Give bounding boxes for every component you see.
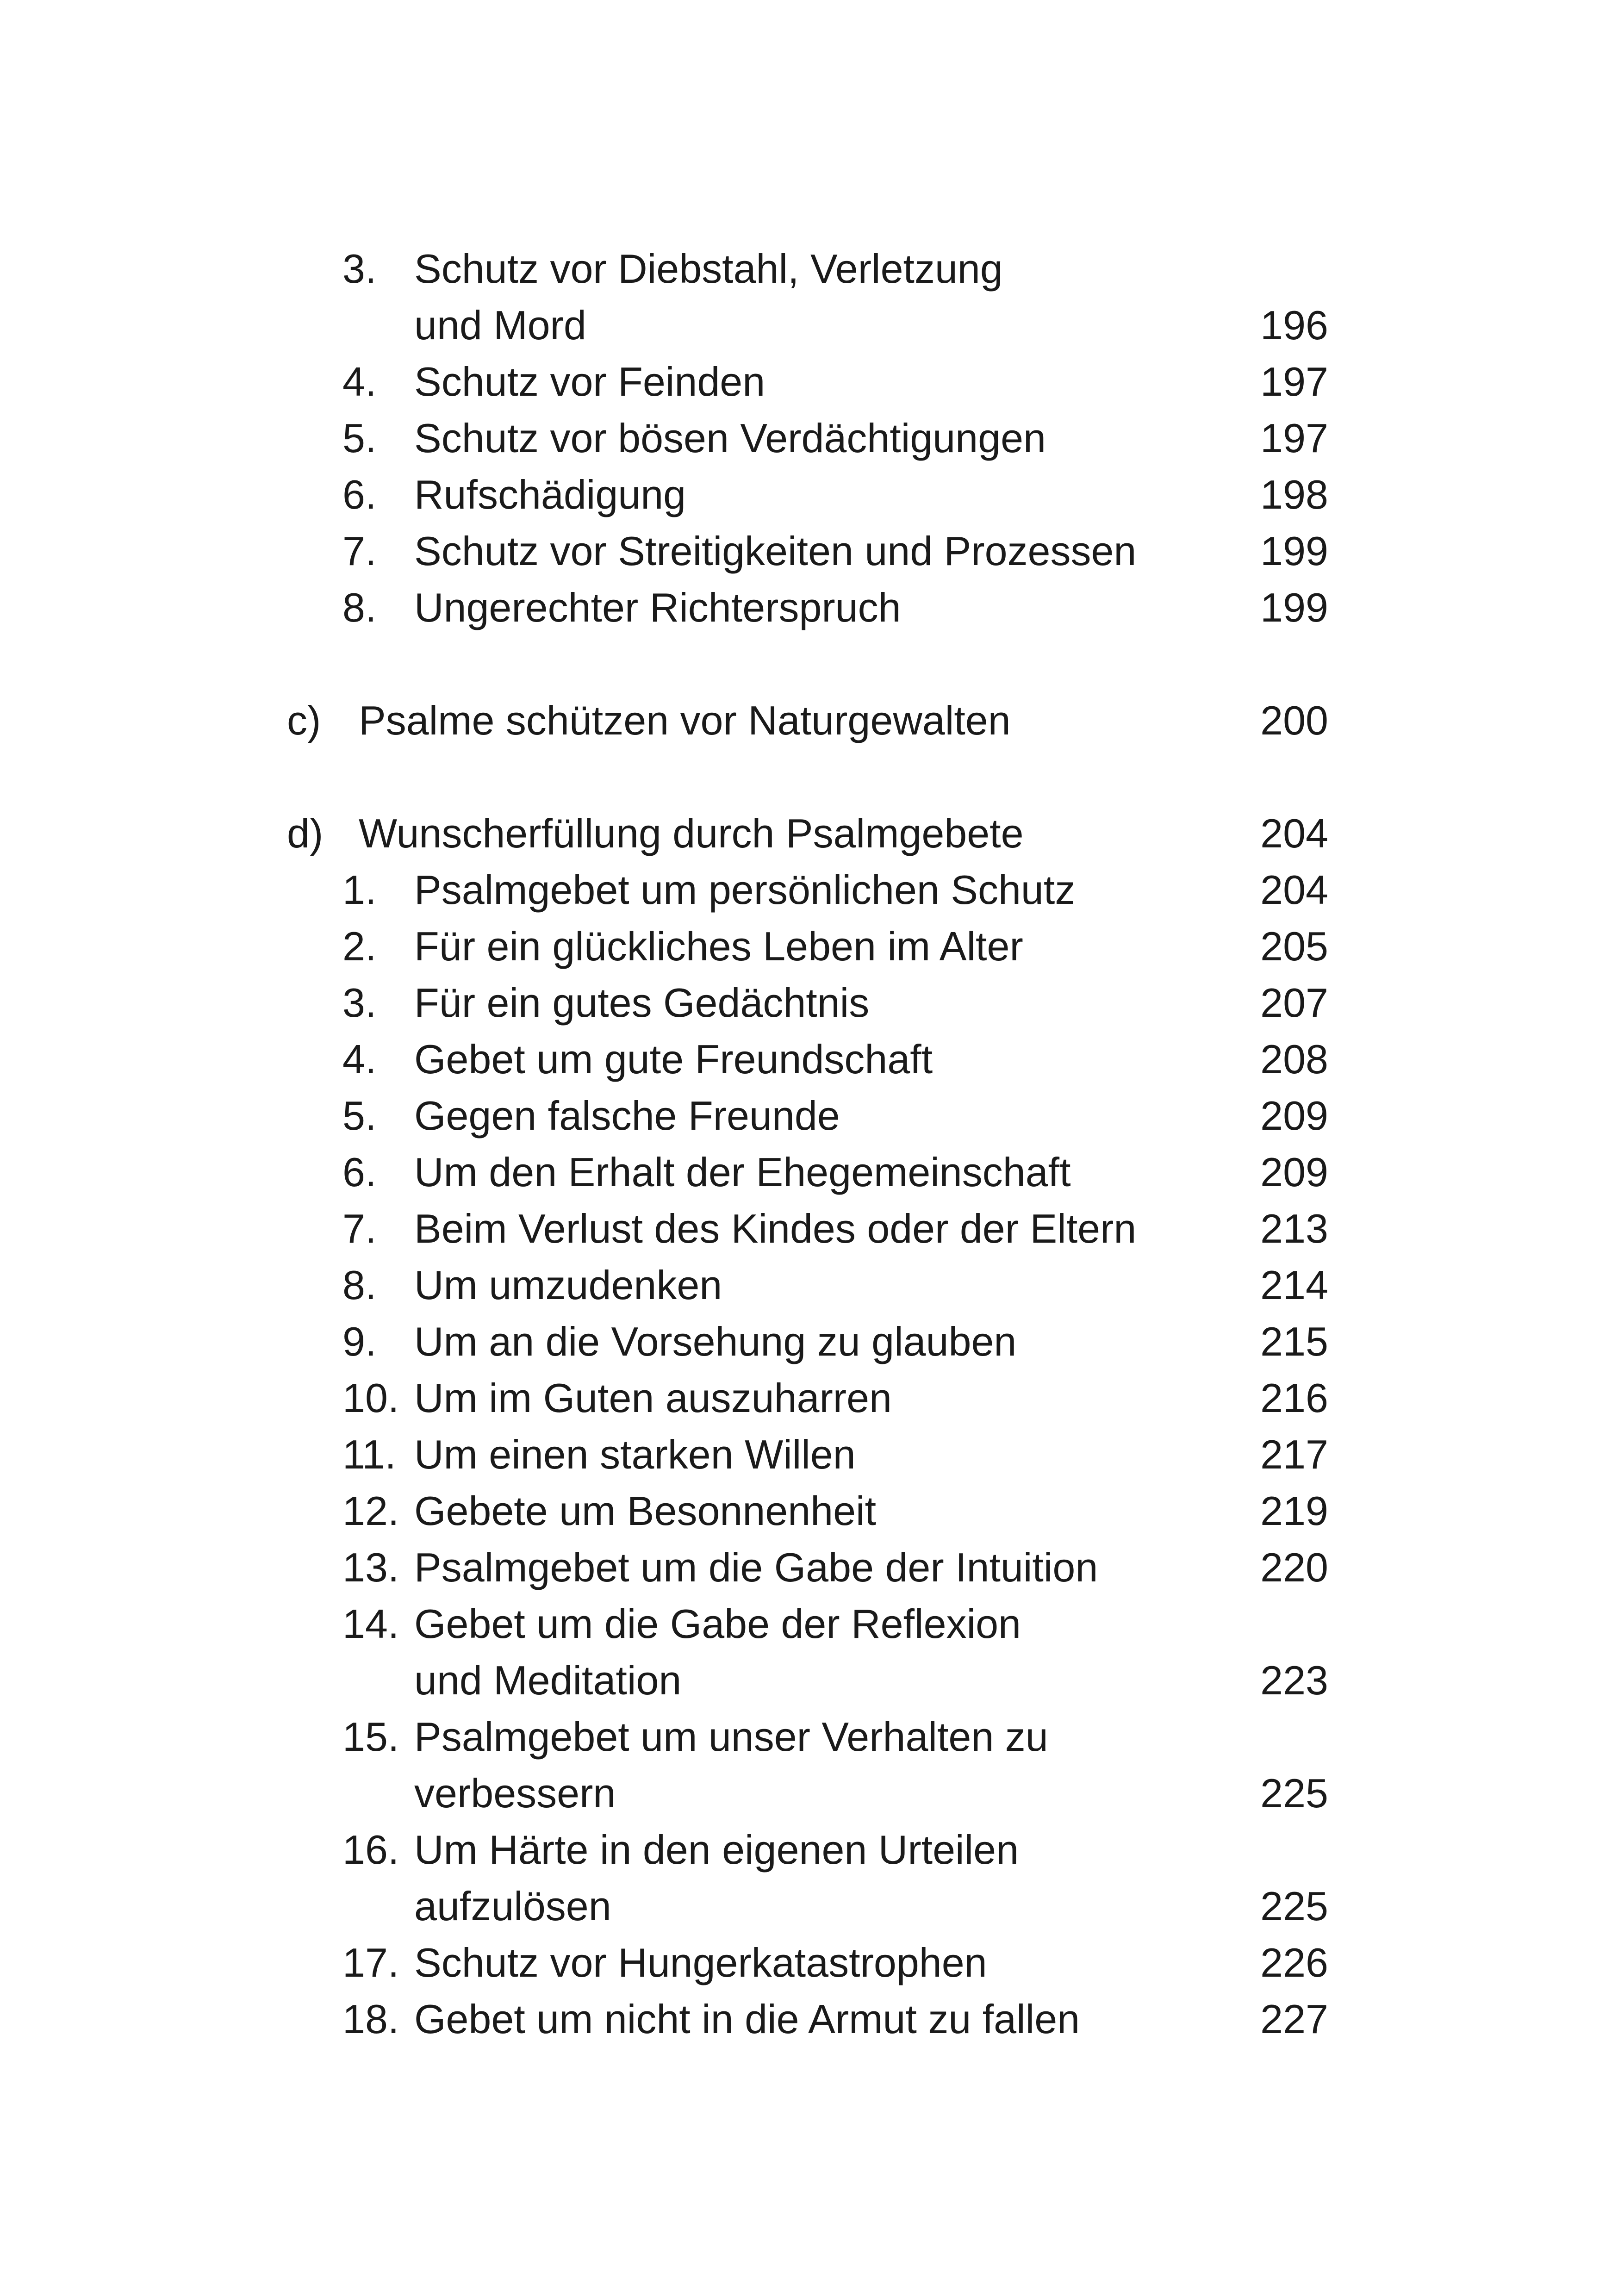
entry-number: 18. — [342, 1996, 399, 2042]
section-letter: c) — [287, 697, 321, 743]
toc-entry-14 — [287, 1596, 1328, 1652]
entry-number: 6. — [342, 472, 377, 517]
entry-title: Schutz vor Feinden — [414, 359, 765, 404]
entry-title: verbessern — [414, 1770, 616, 1816]
entry-number: 7. — [342, 528, 377, 574]
toc-section-c — [287, 692, 1328, 749]
entry-title: Um an die Vorsehung zu glauben — [414, 1319, 1017, 1364]
entry-number: 3. — [342, 246, 377, 292]
entry-title: Ungerechter Richterspruch — [414, 585, 901, 630]
toc-entry-17 — [287, 1935, 1328, 1991]
entry-number: 5. — [342, 1093, 377, 1139]
entry-title: Gebet um nicht in die Armut zu fallen — [414, 1996, 1080, 2042]
entry-page-number: 200 — [1260, 697, 1328, 743]
toc-entry-8 — [287, 579, 1328, 636]
entry-number: 8. — [342, 1262, 377, 1308]
toc-entry-12 — [287, 1483, 1328, 1539]
entry-title: Beim Verlust des Kindes oder der Eltern — [414, 1206, 1137, 1251]
entry-title: Psalmgebet um die Gabe der Intuition — [414, 1544, 1098, 1590]
entry-number: 5. — [342, 415, 377, 461]
entry-title: aufzulösen — [414, 1883, 611, 1929]
toc-entry-continuation — [287, 1765, 1328, 1822]
entry-title: Schutz vor bösen Verdächtigungen — [414, 415, 1046, 461]
toc-entry-continuation — [287, 1652, 1328, 1709]
entry-title: Psalmgebet um persönlichen Schutz — [414, 867, 1076, 913]
entry-number: 16. — [342, 1827, 399, 1873]
entry-title: Um Härte in den eigenen Urteilen — [414, 1827, 1019, 1873]
toc-entry-5 — [287, 410, 1328, 467]
entry-page-number: 219 — [1260, 1488, 1328, 1534]
entry-page-number: 214 — [1260, 1262, 1328, 1308]
entry-page-number: 227 — [1260, 1996, 1328, 2042]
entry-title: Für ein gutes Gedächtnis — [414, 980, 870, 1026]
toc-entry-5 — [287, 1088, 1328, 1144]
entry-title: Gebet um gute Freundschaft — [414, 1036, 933, 1082]
entry-number: 4. — [342, 359, 377, 404]
toc-entry-9 — [287, 1313, 1328, 1370]
toc-entry-15 — [287, 1709, 1328, 1765]
toc-entry-18 — [287, 1991, 1328, 2047]
toc-entry-6 — [287, 467, 1328, 523]
entry-number: 17. — [342, 1940, 399, 1985]
entry-page-number: 199 — [1260, 528, 1328, 574]
entry-page-number: 217 — [1260, 1431, 1328, 1477]
entry-number: 7. — [342, 1206, 377, 1251]
entry-number: 13. — [342, 1544, 399, 1590]
entry-number: 2. — [342, 923, 377, 969]
entry-title: Schutz vor Diebstahl, Verletzung — [414, 246, 1003, 292]
toc-entry-11 — [287, 1426, 1328, 1483]
toc-entry-6 — [287, 1144, 1328, 1201]
toc-entry-3-schutz-vor-diebstahl — [287, 241, 1328, 297]
entry-number: 14. — [342, 1601, 399, 1647]
entry-page-number: 204 — [1260, 810, 1328, 856]
entry-title: Gebet um die Gabe der Reflexion — [414, 1601, 1021, 1647]
entry-number: 11. — [342, 1431, 396, 1477]
toc-entry-16 — [287, 1822, 1328, 1878]
section-title: Psalme schützen vor Naturgewalten — [359, 697, 1011, 743]
entry-title: und Meditation — [414, 1657, 682, 1703]
entry-number: 6. — [342, 1149, 377, 1195]
entry-page-number: 223 — [1260, 1657, 1328, 1703]
entry-number: 1. — [342, 867, 377, 913]
entry-title: Um im Guten auszuharren — [414, 1375, 892, 1421]
toc-entry-4 — [287, 1031, 1328, 1088]
entry-title: Für ein glückliches Leben im Alter — [414, 923, 1023, 969]
section-letter: d) — [287, 810, 324, 856]
toc-section-d — [287, 805, 1328, 862]
entry-page-number: 197 — [1260, 359, 1328, 404]
entry-title: Psalmgebet um unser Verhalten zu — [414, 1714, 1048, 1760]
entry-page-number: 197 — [1260, 415, 1328, 461]
entry-page-number: 215 — [1260, 1319, 1328, 1364]
entry-number: 15. — [342, 1714, 399, 1760]
entry-title: Schutz vor Streitigkeiten und Prozessen — [414, 528, 1137, 574]
entry-title: und Mord — [414, 302, 586, 348]
entry-number: 9. — [342, 1319, 377, 1364]
entry-page-number: 196 — [1260, 302, 1328, 348]
toc-entry-2 — [287, 918, 1328, 975]
toc-entry-13 — [287, 1539, 1328, 1596]
toc-entry-4 — [287, 354, 1328, 410]
toc-entry-10 — [287, 1370, 1328, 1426]
toc-entry-1 — [287, 862, 1328, 918]
entry-page-number: 205 — [1260, 923, 1328, 969]
entry-number: 3. — [342, 980, 377, 1026]
entry-page-number: 199 — [1260, 585, 1328, 630]
entry-title: Um umzudenken — [414, 1262, 722, 1308]
entry-number: 10. — [342, 1375, 399, 1421]
toc-entry-8 — [287, 1257, 1328, 1313]
entry-page-number: 198 — [1260, 472, 1328, 517]
toc-entry-3 — [287, 975, 1328, 1031]
entry-title: Rufschädigung — [414, 472, 686, 517]
entry-page-number: 209 — [1260, 1149, 1328, 1195]
toc-entry-7 — [287, 1201, 1328, 1257]
entry-page-number: 225 — [1260, 1883, 1328, 1929]
section-title: Wunscherfüllung durch Psalmgebete — [359, 810, 1024, 856]
toc-entry-continuation — [287, 297, 1328, 354]
entry-page-number: 226 — [1260, 1940, 1328, 1985]
entry-page-number: 209 — [1260, 1093, 1328, 1139]
toc-entry-7 — [287, 523, 1328, 579]
entry-page-number: 220 — [1260, 1544, 1328, 1590]
entry-title: Gebete um Besonnenheit — [414, 1488, 877, 1534]
entry-title: Um einen starken Willen — [414, 1431, 856, 1477]
entry-page-number: 204 — [1260, 867, 1328, 913]
entry-page-number: 213 — [1260, 1206, 1328, 1251]
entry-page-number: 216 — [1260, 1375, 1328, 1421]
entry-number: 8. — [342, 585, 377, 630]
entry-title: Schutz vor Hungerkatastrophen — [414, 1940, 987, 1985]
entry-page-number: 208 — [1260, 1036, 1328, 1082]
toc-entry-continuation — [287, 1878, 1328, 1935]
entry-page-number: 207 — [1260, 980, 1328, 1026]
entry-title: Um den Erhalt der Ehegemeinschaft — [414, 1149, 1071, 1195]
entry-number: 4. — [342, 1036, 377, 1082]
entry-title: Gegen falsche Freunde — [414, 1093, 840, 1139]
entry-number: 12. — [342, 1488, 399, 1534]
entry-page-number: 225 — [1260, 1770, 1328, 1816]
